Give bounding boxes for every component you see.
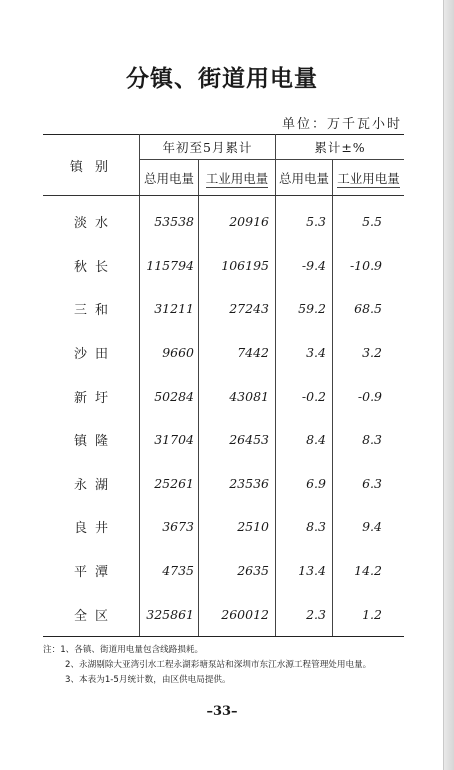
page-number: –33– [206,704,238,719]
industrial-cell: 260012 [199,592,276,636]
total-cell: 3673 [140,505,199,549]
town-cell: 沙田 [43,331,140,375]
total-pct-cell: 8.3 [276,505,333,549]
table-row [43,549,404,593]
footnote-1: 注：1、各镇、街道用电量包含线路损耗。 [43,645,204,655]
header-total-pct: 总用电量 [276,160,333,196]
industrial-pct-cell: 9.4 [362,519,382,535]
industrial-pct-cell: 6.3 [362,475,382,491]
total-pct-cell: 5.3 [276,196,333,244]
industrial-cell: 106195 [199,244,276,288]
table-row-total [43,592,404,636]
table-row [43,374,404,418]
total-pct-cell: -0.2 [276,374,333,418]
total-pct-cell: 3.4 [276,331,333,375]
town-cell: 淡水 [43,196,140,244]
total-cell: 53538 [140,196,199,244]
industrial-pct-cell: 8.3 [362,432,382,448]
table-row [43,505,404,549]
town-cell: 全区 [43,592,140,636]
page-title: 分镇、街道用电量 [126,66,318,92]
table-row [43,331,404,375]
header-town: 镇 别 [43,135,140,196]
total-pct-cell: 8.4 [276,418,333,462]
town-cell: 平潭 [43,549,140,593]
total-cell: 31704 [140,418,199,462]
footnote-2: 2、永湖剔除大亚湾引水工程永湖彩塘泵站和深圳市东江水源工程管理处用电量。 [65,660,372,670]
industrial-pct-cell: -0.9 [357,388,382,404]
total-pct-cell: 2.3 [276,592,333,636]
header-industrial-pct: 工业用电量 [333,160,405,196]
industrial-cell: 26453 [199,418,276,462]
total-cell: 31211 [140,287,199,331]
total-cell: 115794 [140,244,199,288]
total-cell: 325861 [140,592,199,636]
page-edge [443,0,454,770]
total-pct-cell: 59.2 [276,287,333,331]
industrial-pct-cell: 1.2 [333,592,405,636]
town-cell: 镇隆 [43,418,140,462]
footnotes [43,643,413,688]
industrial-pct-cell: 3.2 [362,345,382,361]
industrial-cell: 23536 [199,462,276,506]
industrial-cell: 7442 [199,331,276,375]
town-cell: 良井 [43,505,140,549]
total-cell: 4735 [140,549,199,593]
unit-label: 单位：万千瓦小时 [281,117,402,132]
table-row [43,196,404,244]
table-row [43,287,404,331]
total-pct-cell: 6.9 [276,462,333,506]
industrial-pct-cell: 68.5 [354,301,382,317]
total-pct-cell: -9.4 [276,244,333,288]
header-ytd: 年初至5月累计 [140,135,276,160]
industrial-pct-cell: 5.5 [362,214,382,230]
industrial-pct-cell: 14.2 [354,563,382,579]
header-total: 总用电量 [140,160,199,196]
table-row [43,244,404,288]
industrial-cell: 2635 [199,549,276,593]
electricity-table [43,134,404,637]
total-pct-cell: 13.4 [276,549,333,593]
industrial-cell: 43081 [199,374,276,418]
total-cell: 9660 [140,331,199,375]
industrial-cell: 27243 [199,287,276,331]
total-cell: 25261 [140,462,199,506]
table-row [43,462,404,506]
footnote-3: 3、本表为1-5月统计数，由区供电局提供。 [65,675,231,685]
total-cell: 50284 [140,374,199,418]
table-row [43,418,404,462]
header-change: 累计±% [276,135,405,160]
industrial-pct-cell: -10.9 [349,257,382,273]
industrial-cell: 2510 [199,505,276,549]
town-cell: 秋长 [43,244,140,288]
header-industrial: 工业用电量 [199,160,276,196]
industrial-cell: 20916 [199,196,276,244]
town-cell: 三和 [43,287,140,331]
town-cell: 新圩 [43,374,140,418]
town-cell: 永湖 [43,462,140,506]
